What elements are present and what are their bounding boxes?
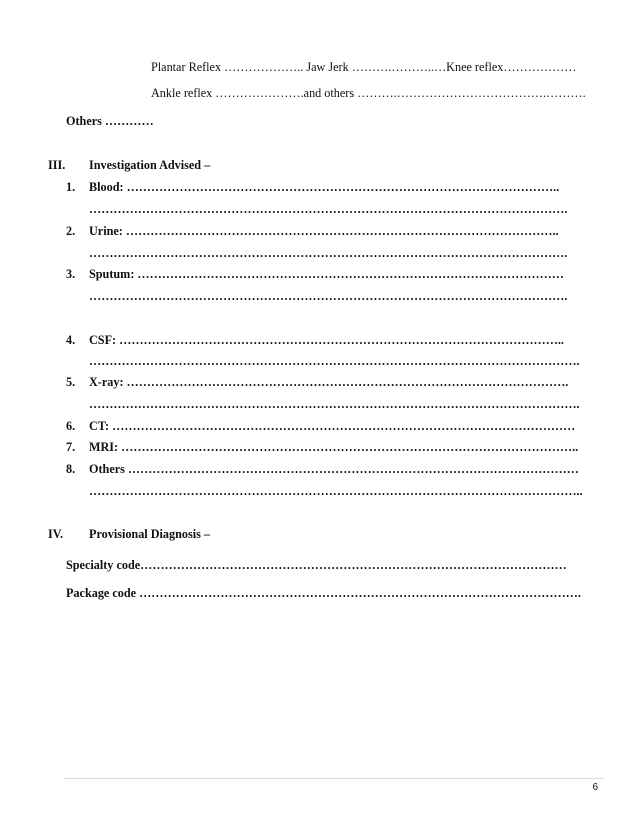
xray-field-continuation: …………………………………………………………………………………………………………. — [89, 397, 580, 411]
blood-field: Blood: …………………………………………………………………………………………….. — [89, 180, 560, 194]
reflex-line-1: Plantar Reflex ……………….. Jaw Jerk ……….………..…Knee reflex……………… — [151, 60, 577, 74]
others-investigation-field: Others ………………………………………………………………………………………………… — [89, 462, 579, 476]
reflex-line-2: Ankle reflex ………………….and others ……….……………………………….………. — [151, 86, 586, 100]
others-investigation-continuation: ………………………………………………………………………………………………………….. — [89, 484, 583, 498]
item-8-number: 8. — [66, 462, 76, 476]
item-5-number: 5. — [66, 375, 76, 389]
urine-field-continuation: ………………………………………………………………………………………………………. — [89, 246, 568, 260]
section-4-title: Provisional Diagnosis – — [89, 527, 210, 541]
blood-field-continuation: ………………………………………………………………………………………………………. — [89, 202, 568, 216]
csf-field-continuation: …………………………………………………………………………………………………………. — [89, 354, 580, 368]
package-code-field: Package code ………………………………………………………………………………………………. — [66, 586, 581, 600]
specialty-code-field: Specialty code…………………………………………………………………………………………… — [66, 558, 567, 572]
mri-field: MRI: ………………………………………………………………………………………………….. — [89, 440, 579, 454]
item-1-number: 1. — [66, 180, 76, 194]
csf-field: CSF: ……………………………………………………………………………………………….. — [89, 333, 564, 347]
item-7-number: 7. — [66, 440, 76, 454]
section-3-title: Investigation Advised – — [89, 158, 211, 172]
sputum-field: Sputum: …………………………………………………………………………………………… — [89, 267, 564, 281]
item-6-number: 6. — [66, 419, 76, 433]
section-3-numeral: III. — [48, 158, 66, 172]
xray-field: X-ray: ………………………………………………………………………………………………. — [89, 375, 569, 389]
ct-field: CT: …………………………………………………………………………………………………… — [89, 419, 576, 433]
urine-field: Urine: …………………………………………………………………………………………….. — [89, 224, 559, 238]
item-3-number: 3. — [66, 267, 76, 281]
footer-divider — [63, 778, 604, 779]
others-reflex-line: Others ………… — [66, 114, 154, 128]
item-4-number: 4. — [66, 333, 76, 347]
item-2-number: 2. — [66, 224, 76, 238]
sputum-field-continuation: ………………………………………………………………………………………………………. — [89, 289, 568, 303]
section-4-numeral: IV. — [48, 527, 64, 541]
page-number: 6 — [592, 782, 598, 793]
